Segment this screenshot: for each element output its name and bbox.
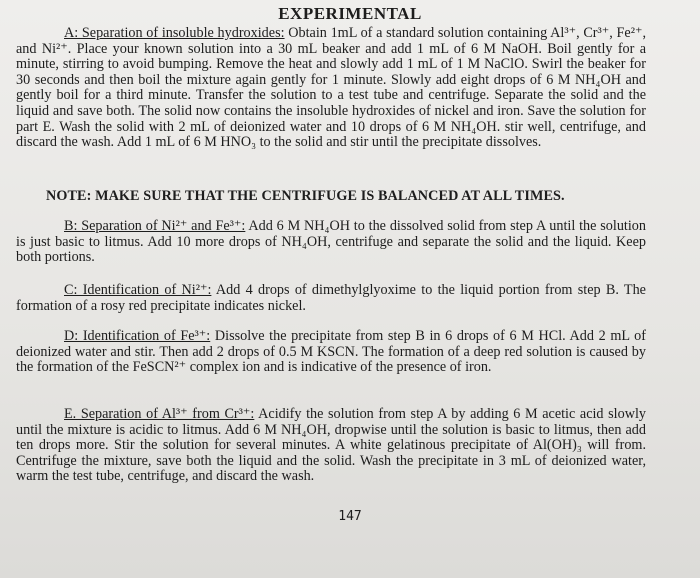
section-c-heading: C: Identification of Ni²⁺:	[64, 282, 212, 298]
section-b-paragraph	[16, 219, 646, 266]
section-b-heading: B: Separation of Ni²⁺ and Fe³⁺:	[64, 218, 246, 234]
section-e-heading: E. Separation of Al³⁺ from Cr³⁺:	[64, 406, 255, 422]
section-e-text: Acidify the solution from step A by adding 6 M acetic acid slowly until the mixture is acidic to litmus. Add 6 M NH₄OH, dropwise until the solution is basic to litmus, then add ten drops more. Stir the solution for several minutes. A white gelatinous precipitate of Al(OH)₃ will from. Centrifuge the mixture, save both the liquid and the solid. Wash the precipitate in 3 mL of deionized water, warm the test tube, centrifuge, and discard the wash.	[16, 406, 646, 485]
section-d-paragraph	[16, 329, 646, 376]
page-number: 147	[338, 509, 362, 524]
section-d-text: Dissolve the precipitate from step B in 6 drops of 6 M HCl. Add 2 mL of deionized water and stir. Then add 2 drops of 0.5 M KSCN. The formation of a deep red solution is caused by the formation of the FeSCN²⁺ complex ion and is indicative of the presence of iron.	[16, 328, 646, 376]
section-e-paragraph	[16, 407, 646, 485]
section-c-text: Add 4 drops of dimethylglyoxime to the liquid portion from step B. The formation of a rosy red precipitate indicates nickel.	[16, 282, 646, 314]
centrifuge-note: NOTE: MAKE SURE THAT THE CENTRIFUGE IS BALANCED AT ALL TIMES.	[46, 188, 565, 204]
page-title: EXPERIMENTAL	[278, 4, 422, 23]
section-a-text: Obtain 1mL of a standard solution containing Al³⁺, Cr³⁺, Fe²⁺, and Ni²⁺. Place your known solution into a 30 mL beaker and add 1 mL of 6 M NaOH. Boil gently for a minute, stirring to avoid bumping. Remove the heat and slowly add 1 mL of 1 M NaClO. Swirl the beaker for 30 seconds and then boil the mixture again gently for 1 minute. Slowly add eight drops of 6 M NH₄OH and gently boil for a third minute. Transfer the solution to a test tube and centrifuge. Separate the solid and the liquid and save both. The solid now contains the insoluble hydroxides of nickel and iron. Save the solution for part E. Wash the solid with 2 mL of deionized water and 10 drops of 6 M NH₄OH. stir well, centrifuge, and discard the wash. Add 1 mL of 6 M HNO₃ to the solid and stir until the precipitate dissolves.	[16, 25, 646, 151]
section-a-paragraph	[16, 26, 646, 151]
section-d-heading: D: Identification of Fe³⁺:	[64, 328, 211, 344]
section-a-heading: A: Separation of insoluble hydroxides:	[64, 25, 285, 41]
section-c-paragraph	[16, 283, 646, 314]
section-b-text: Add 6 M NH₄OH to the dissolved solid from step A until the solution is just basic to litmus. Add 10 more drops of NH₄OH, centrifuge and separate the solid and the liquid. Keep both portions.	[16, 218, 646, 266]
